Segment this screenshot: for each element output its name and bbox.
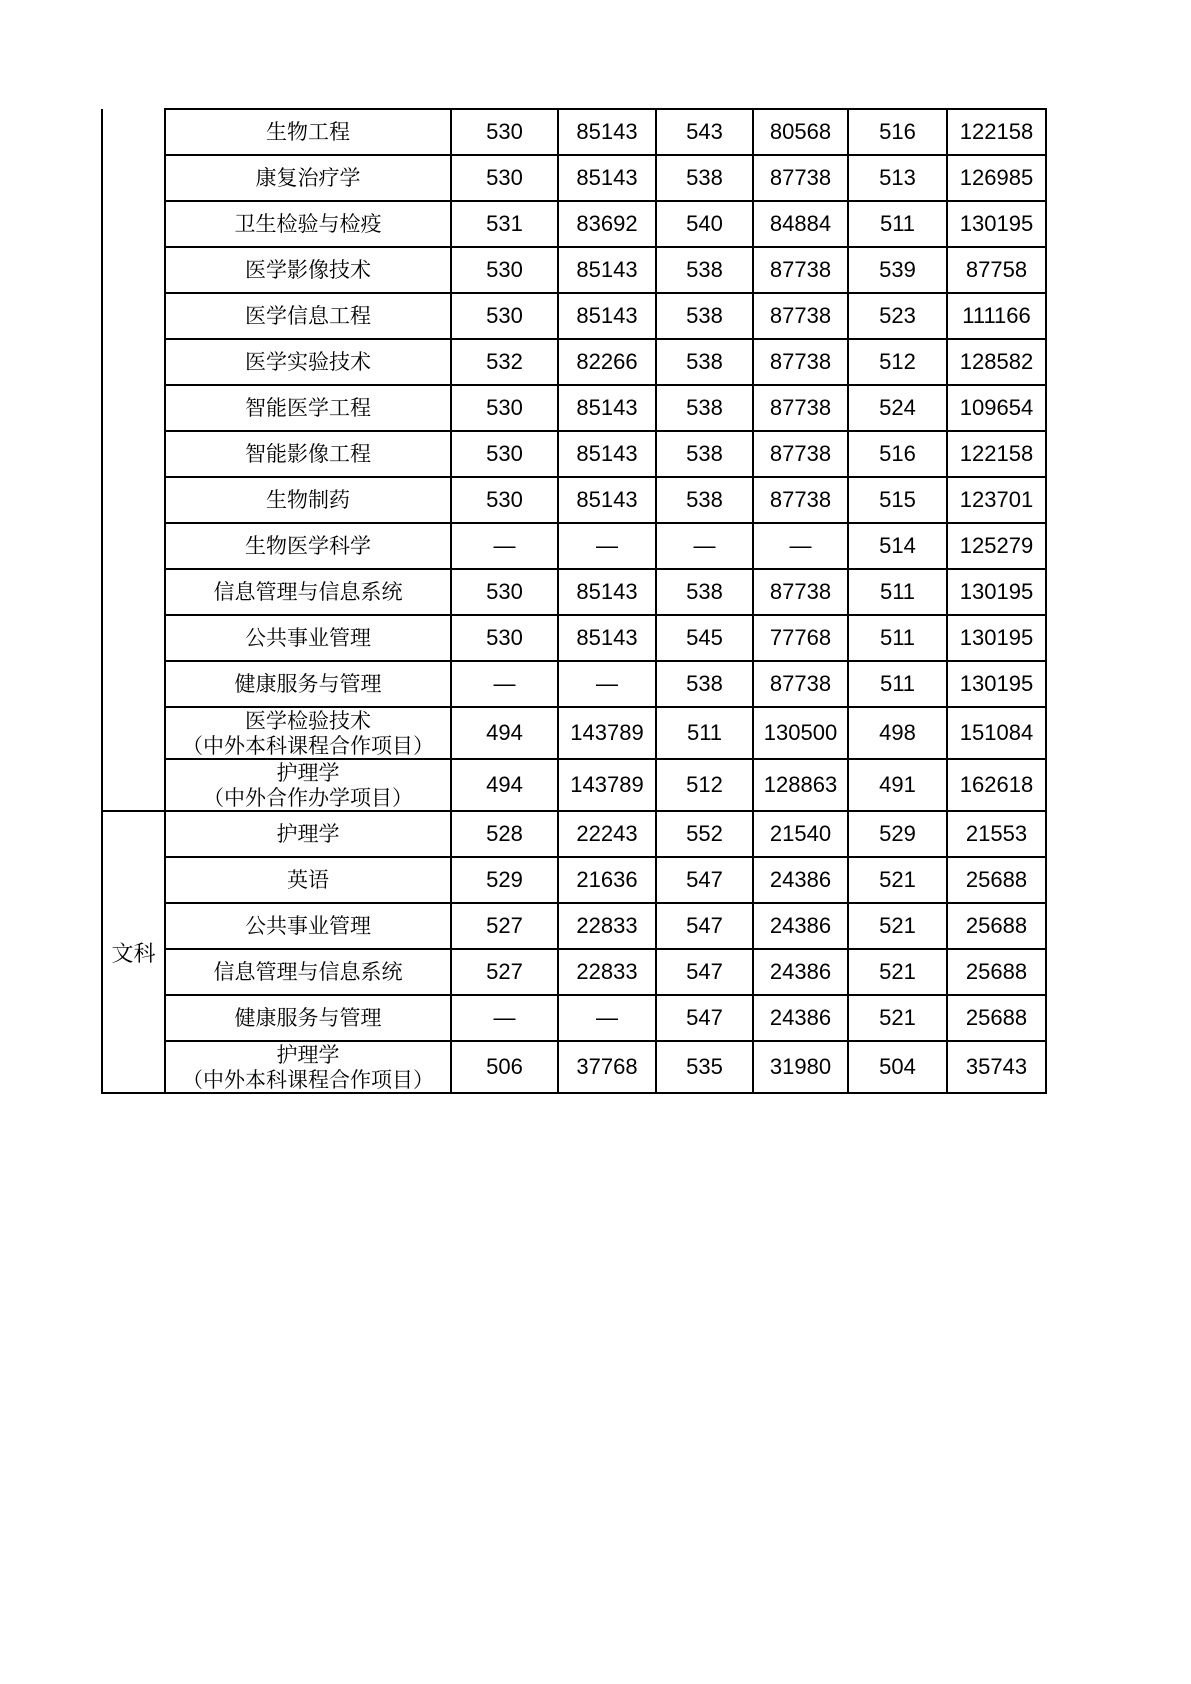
major-cell: [165, 385, 451, 431]
major-name: 英语: [287, 868, 329, 892]
score-cell: 530: [451, 247, 558, 293]
table-row: [102, 339, 1046, 385]
major-program-note: （中外合作办学项目）: [203, 786, 413, 810]
score-cell: —: [451, 661, 558, 707]
table-row: [102, 995, 1046, 1041]
score-cell: 494: [451, 707, 558, 759]
major-name: 护理学: [276, 822, 340, 846]
rank-cell: —: [753, 523, 848, 569]
table-row: [102, 293, 1046, 339]
major-name: 医学检验技术: [245, 709, 371, 733]
table-row: [102, 477, 1046, 523]
rank-cell: 25688: [947, 903, 1046, 949]
score-cell: 530: [451, 431, 558, 477]
score-cell: 516: [848, 431, 947, 477]
major-name: 卫生检验与检疫: [234, 212, 382, 236]
major-cell: [165, 339, 451, 385]
rank-cell: 77768: [753, 615, 848, 661]
score-cell: 538: [656, 385, 753, 431]
score-cell: 538: [656, 477, 753, 523]
table-row: [102, 431, 1046, 477]
rank-cell: 87758: [947, 247, 1046, 293]
score-cell: 545: [656, 615, 753, 661]
score-cell: —: [451, 523, 558, 569]
rank-cell: 128863: [753, 759, 848, 811]
rank-cell: 87738: [753, 661, 848, 707]
major-name: 信息管理与信息系统: [213, 960, 403, 984]
major-name: 生物制药: [266, 488, 350, 512]
major-name: 公共事业管理: [245, 626, 371, 650]
rank-cell: 87738: [753, 155, 848, 201]
major-cell: [165, 523, 451, 569]
score-cell: 511: [848, 661, 947, 707]
major-name: 护理学: [276, 1043, 340, 1067]
rank-cell: 24386: [753, 995, 848, 1041]
major-cell: [165, 1041, 451, 1093]
rank-cell: 87738: [753, 569, 848, 615]
rank-cell: 25688: [947, 857, 1046, 903]
rank-cell: 80568: [753, 109, 848, 155]
rank-cell: 24386: [753, 903, 848, 949]
major-cell: [165, 247, 451, 293]
score-cell: 512: [656, 759, 753, 811]
major-cell: [165, 811, 451, 857]
rank-cell: 126985: [947, 155, 1046, 201]
major-cell: [165, 155, 451, 201]
score-cell: 512: [848, 339, 947, 385]
score-cell: 530: [451, 293, 558, 339]
rank-cell: 24386: [753, 949, 848, 995]
score-cell: 530: [451, 615, 558, 661]
table-row: [102, 109, 1046, 155]
score-cell: 530: [451, 477, 558, 523]
score-cell: 538: [656, 431, 753, 477]
table-row: [102, 903, 1046, 949]
score-cell: 521: [848, 857, 947, 903]
score-cell: 529: [848, 811, 947, 857]
rank-cell: 151084: [947, 707, 1046, 759]
table-row: [102, 707, 1046, 759]
rank-cell: 87738: [753, 477, 848, 523]
rank-cell: 109654: [947, 385, 1046, 431]
score-cell: 506: [451, 1041, 558, 1093]
score-cell: 521: [848, 903, 947, 949]
rank-cell: 22243: [558, 811, 656, 857]
score-cell: 511: [656, 707, 753, 759]
major-name: 公共事业管理: [245, 914, 371, 938]
rank-cell: 25688: [947, 949, 1046, 995]
major-name: 健康服务与管理: [234, 1006, 382, 1030]
score-cell: 530: [451, 569, 558, 615]
rank-cell: 87738: [753, 385, 848, 431]
major-name: 医学信息工程: [245, 304, 371, 328]
admission-score-table: [101, 108, 1047, 1094]
rank-cell: 85143: [558, 293, 656, 339]
table-row: [102, 523, 1046, 569]
rank-cell: 82266: [558, 339, 656, 385]
score-cell: 511: [848, 569, 947, 615]
major-cell: [165, 857, 451, 903]
score-cell: 527: [451, 903, 558, 949]
rank-cell: 21636: [558, 857, 656, 903]
score-cell: 511: [848, 615, 947, 661]
rank-cell: 22833: [558, 903, 656, 949]
score-cell: 504: [848, 1041, 947, 1093]
score-cell: 524: [848, 385, 947, 431]
rank-cell: 21553: [947, 811, 1046, 857]
score-cell: 538: [656, 247, 753, 293]
major-name: 护理学: [276, 761, 340, 785]
major-cell: [165, 431, 451, 477]
major-name: 信息管理与信息系统: [213, 580, 403, 604]
rank-cell: 25688: [947, 995, 1046, 1041]
major-name: 医学实验技术: [245, 350, 371, 374]
rank-cell: 143789: [558, 759, 656, 811]
major-cell: [165, 569, 451, 615]
rank-cell: 162618: [947, 759, 1046, 811]
score-cell: —: [656, 523, 753, 569]
rank-cell: 128582: [947, 339, 1046, 385]
score-cell: 530: [451, 109, 558, 155]
table-row: [102, 811, 1046, 857]
major-name: 智能影像工程: [245, 442, 371, 466]
category-cell: [102, 109, 165, 811]
score-cell: 538: [656, 155, 753, 201]
major-cell: [165, 661, 451, 707]
table-row: [102, 949, 1046, 995]
rank-cell: 130500: [753, 707, 848, 759]
rank-cell: 22833: [558, 949, 656, 995]
rank-cell: 85143: [558, 109, 656, 155]
major-name: 智能医学工程: [245, 396, 371, 420]
major-cell: [165, 707, 451, 759]
rank-cell: —: [558, 523, 656, 569]
score-cell: 538: [656, 569, 753, 615]
score-cell: 511: [848, 201, 947, 247]
table-row: [102, 857, 1046, 903]
score-cell: 547: [656, 995, 753, 1041]
rank-cell: 83692: [558, 201, 656, 247]
rank-cell: 84884: [753, 201, 848, 247]
major-name: 生物医学科学: [245, 534, 371, 558]
rank-cell: 31980: [753, 1041, 848, 1093]
score-cell: 532: [451, 339, 558, 385]
major-name: 康复治疗学: [255, 166, 361, 190]
rank-cell: 123701: [947, 477, 1046, 523]
table-row: [102, 759, 1046, 811]
score-cell: 538: [656, 293, 753, 339]
score-cell: 547: [656, 857, 753, 903]
rank-cell: 130195: [947, 615, 1046, 661]
rank-cell: 37768: [558, 1041, 656, 1093]
rank-cell: 21540: [753, 811, 848, 857]
major-cell: [165, 759, 451, 811]
rank-cell: —: [558, 661, 656, 707]
score-cell: 530: [451, 155, 558, 201]
score-cell: 531: [451, 201, 558, 247]
score-cell: 547: [656, 903, 753, 949]
score-cell: 515: [848, 477, 947, 523]
score-cell: 529: [451, 857, 558, 903]
table-row: [102, 247, 1046, 293]
table-row: [102, 661, 1046, 707]
rank-cell: 130195: [947, 569, 1046, 615]
rank-cell: 85143: [558, 155, 656, 201]
table-row: [102, 201, 1046, 247]
category-cell: 文科: [102, 811, 165, 1093]
score-cell: 521: [848, 949, 947, 995]
score-cell: —: [451, 995, 558, 1041]
rank-cell: 87738: [753, 247, 848, 293]
rank-cell: 111166: [947, 293, 1046, 339]
score-cell: 552: [656, 811, 753, 857]
major-name: 生物工程: [266, 120, 350, 144]
table-row: [102, 1041, 1046, 1093]
score-cell: 523: [848, 293, 947, 339]
rank-cell: 130195: [947, 661, 1046, 707]
score-cell: 514: [848, 523, 947, 569]
score-cell: 538: [656, 661, 753, 707]
major-name: 健康服务与管理: [234, 672, 382, 696]
score-cell: 491: [848, 759, 947, 811]
rank-cell: 85143: [558, 569, 656, 615]
score-cell: 540: [656, 201, 753, 247]
major-cell: [165, 903, 451, 949]
score-cell: 498: [848, 707, 947, 759]
score-cell: 528: [451, 811, 558, 857]
score-cell: 539: [848, 247, 947, 293]
major-cell: [165, 995, 451, 1041]
rank-cell: 122158: [947, 109, 1046, 155]
major-cell: [165, 109, 451, 155]
major-program-note: （中外本科课程合作项目）: [182, 1068, 434, 1092]
rank-cell: 130195: [947, 201, 1046, 247]
rank-cell: 125279: [947, 523, 1046, 569]
rank-cell: 143789: [558, 707, 656, 759]
rank-cell: 87738: [753, 339, 848, 385]
major-cell: [165, 615, 451, 661]
rank-cell: 85143: [558, 247, 656, 293]
score-cell: 516: [848, 109, 947, 155]
rank-cell: 35743: [947, 1041, 1046, 1093]
score-cell: 527: [451, 949, 558, 995]
rank-cell: 85143: [558, 477, 656, 523]
rank-cell: 122158: [947, 431, 1046, 477]
rank-cell: —: [558, 995, 656, 1041]
rank-cell: 85143: [558, 431, 656, 477]
score-cell: 494: [451, 759, 558, 811]
rank-cell: 85143: [558, 385, 656, 431]
rank-cell: 85143: [558, 615, 656, 661]
score-cell: 535: [656, 1041, 753, 1093]
major-cell: [165, 949, 451, 995]
rank-cell: 24386: [753, 857, 848, 903]
score-cell: 521: [848, 995, 947, 1041]
table-row: [102, 615, 1046, 661]
rank-cell: 87738: [753, 431, 848, 477]
score-cell: 530: [451, 385, 558, 431]
major-cell: [165, 477, 451, 523]
score-cell: 543: [656, 109, 753, 155]
table-row: [102, 569, 1046, 615]
table-row: [102, 155, 1046, 201]
major-name: 医学影像技术: [245, 258, 371, 282]
major-program-note: （中外本科课程合作项目）: [182, 734, 434, 758]
score-cell: 538: [656, 339, 753, 385]
rank-cell: 87738: [753, 293, 848, 339]
major-cell: [165, 201, 451, 247]
table-row: [102, 385, 1046, 431]
major-cell: [165, 293, 451, 339]
score-cell: 547: [656, 949, 753, 995]
score-cell: 513: [848, 155, 947, 201]
